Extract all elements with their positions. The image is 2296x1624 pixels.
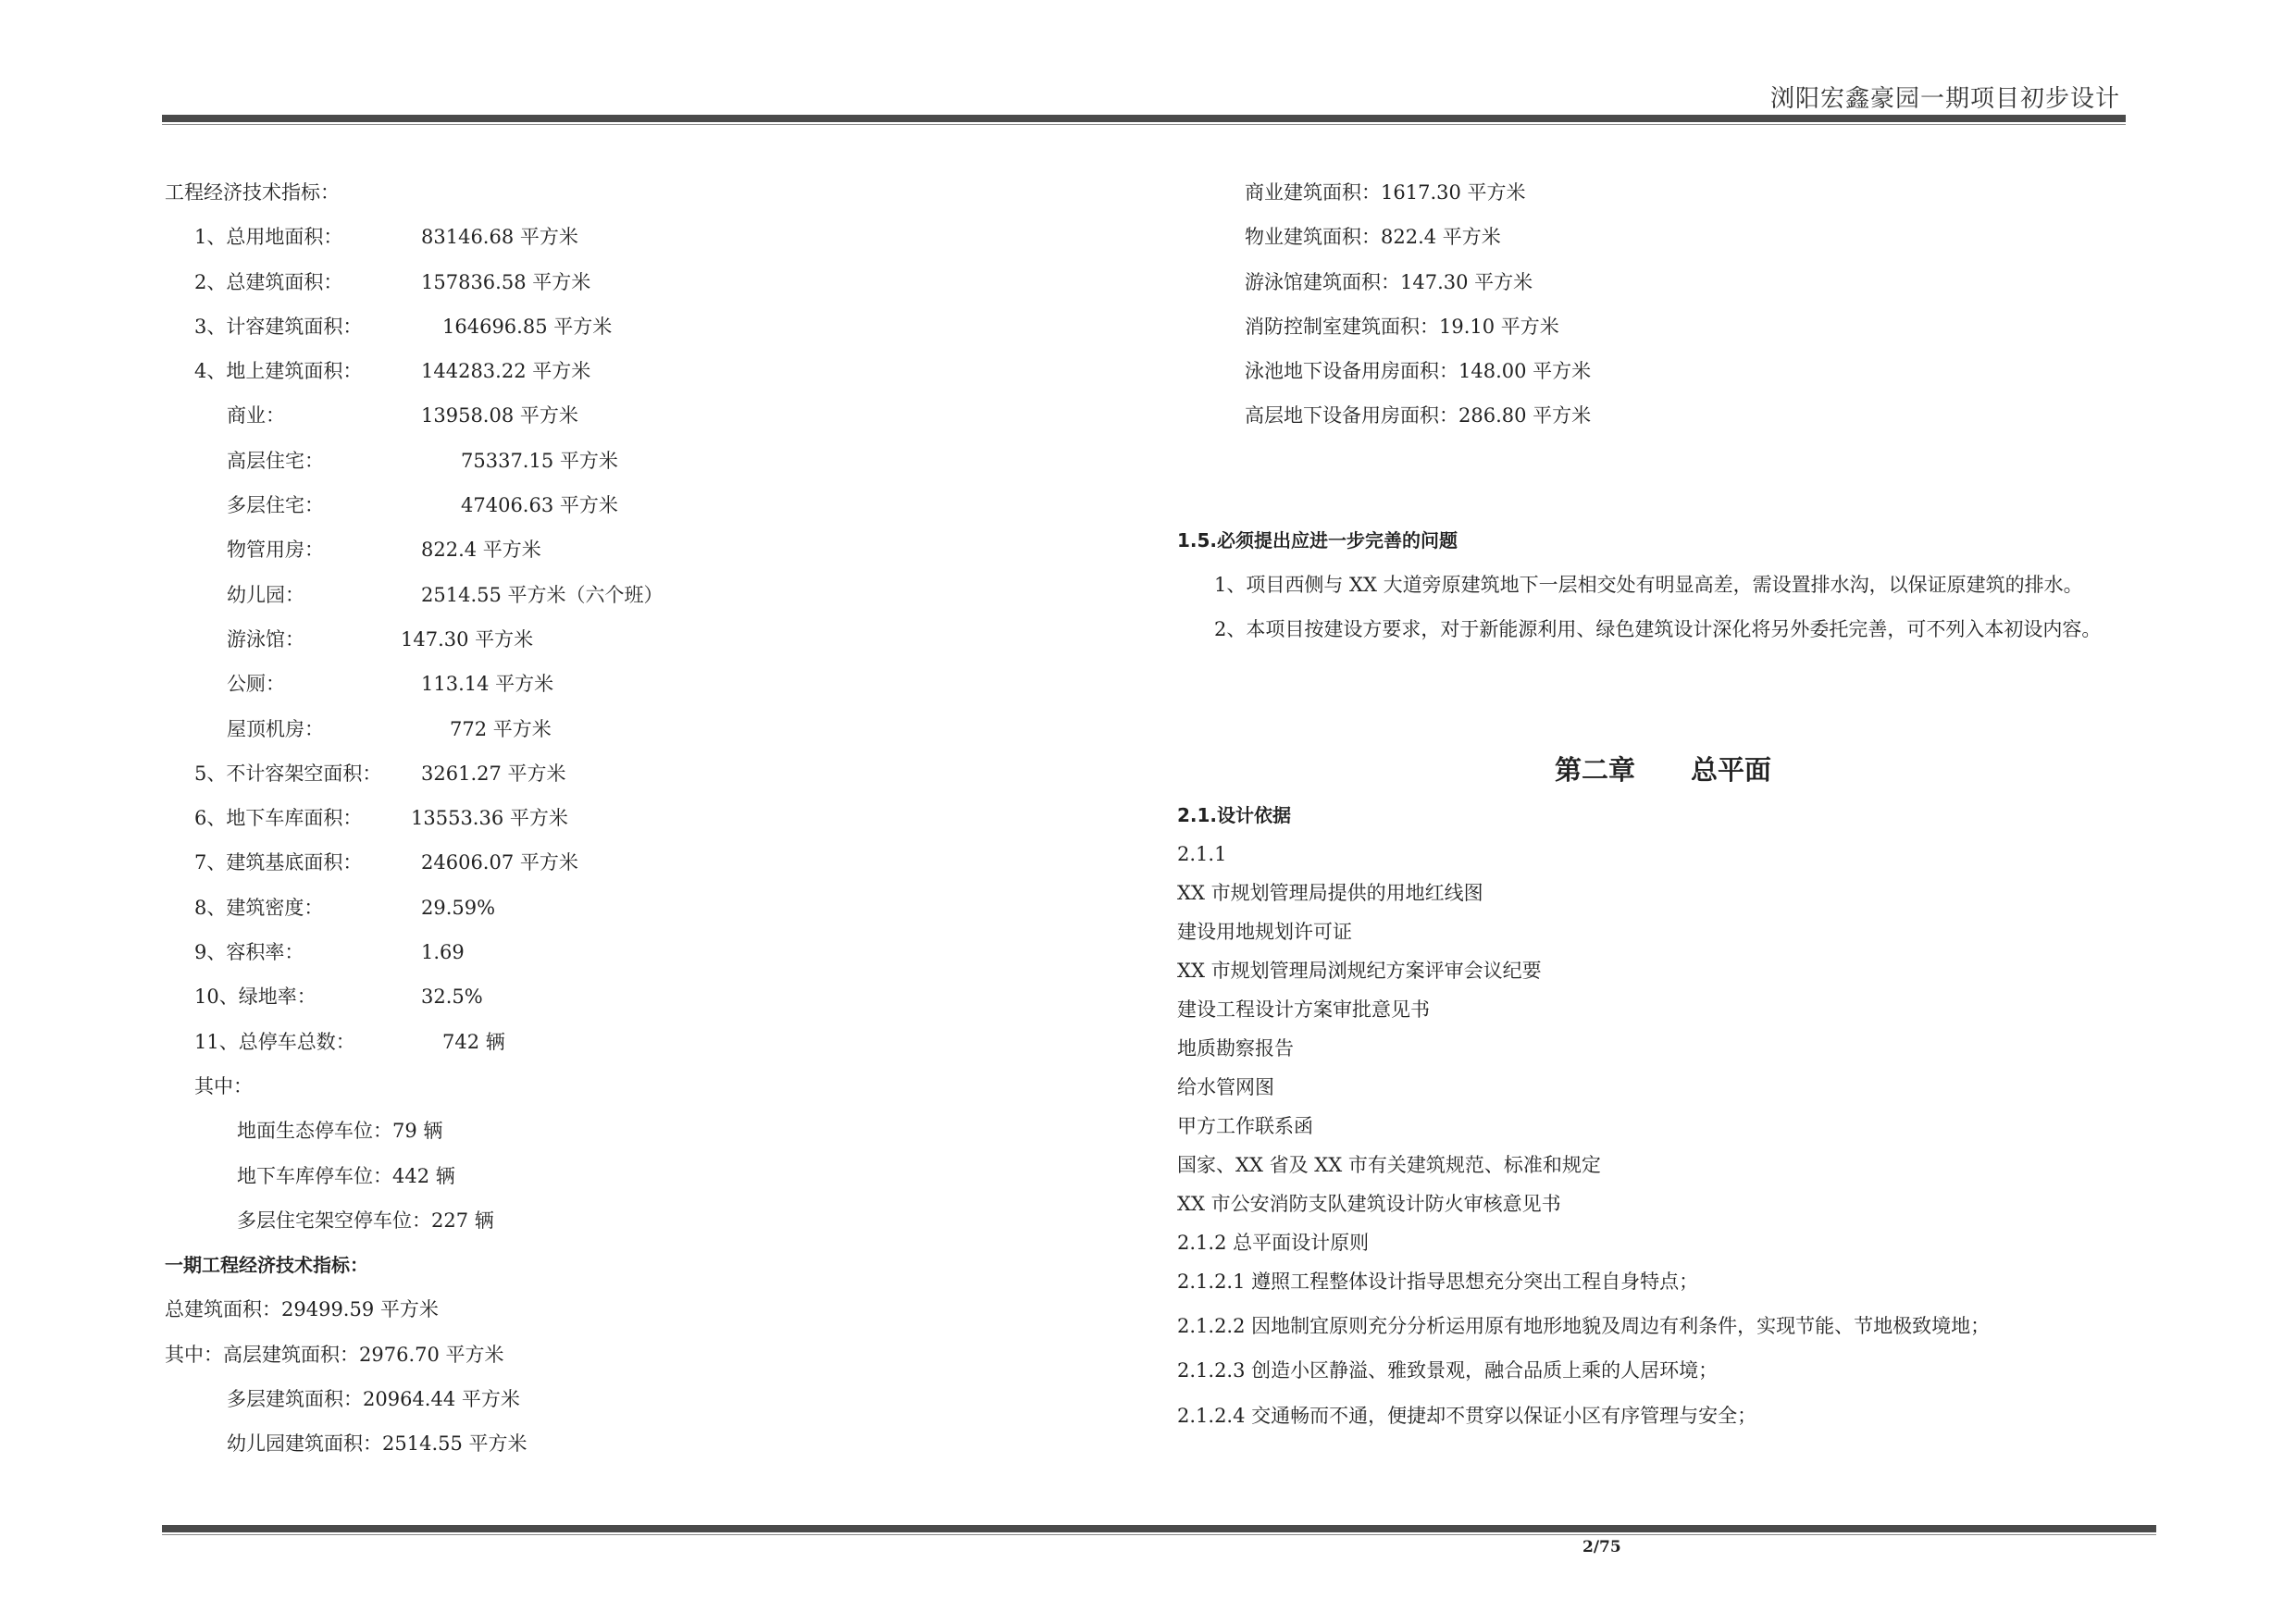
indicator-label: 7、建筑基底面积：	[194, 851, 363, 874]
parking-item: 地面生态停车位：79 辆	[237, 1120, 443, 1143]
indicator-value: 83146.68 平方米	[421, 226, 578, 249]
left-column	[165, 176, 1136, 1472]
basis-item: XX 市公安消防支队建筑设计防火审核意见书	[1177, 1192, 1561, 1215]
chapter-number: 第二章	[1554, 753, 1635, 786]
indicator-row	[165, 667, 1136, 712]
indicator-row	[165, 1025, 1136, 1070]
indicator-label: 1、总用地面积：	[194, 226, 343, 249]
indicator-value: 822.4 平方米	[421, 539, 541, 562]
indicator-value: 1.69	[421, 941, 465, 964]
basis-item: XX 市规划管理局提供的用地红线图	[1177, 881, 1483, 904]
indicator-value: 13958.08 平方米	[421, 404, 578, 428]
phase-one-total: 总建筑面积：29499.59 平方米	[165, 1298, 439, 1321]
issue-item: 2、本项目按建设方要求，对于新能源利用、绿色建筑设计深化将另外委托完善，可不列入本初设内容。	[1214, 618, 2102, 641]
indicators-heading: 工程经济技术指标：	[165, 181, 340, 204]
indicator-row	[165, 578, 1136, 623]
parking-item: 地下车库停车位：442 辆	[237, 1164, 455, 1187]
issue-item: 1、项目西侧与 XX 大道旁原建筑地下一层相交处有明显高差，需设置排水沟，以保证原建筑的排水。	[1214, 574, 2083, 597]
indicator-value: 157836.58 平方米	[421, 270, 591, 293]
indicator-row	[165, 846, 1136, 890]
indicator-value: 29.59%	[421, 896, 496, 919]
indicator-row	[165, 489, 1136, 533]
principle-item: 2.1.2.2 因地制宜原则充分分析运用原有地形地貌及周边有利条件，实现节能、节地极致境地；	[1177, 1314, 1991, 1337]
basis-item: 国家、XX 省及 XX 市有关建筑规范、标准和规定	[1177, 1153, 1601, 1176]
phase-one-among: 其中：高层建筑面积：2976.70 平方米	[165, 1343, 504, 1366]
indicator-value: 147.30 平方米	[401, 627, 534, 651]
indicator-label: 3、计容建筑面积：	[194, 315, 363, 338]
indicator-label: 5、不计容架空面积：	[194, 762, 382, 785]
indicator-row	[165, 980, 1136, 1024]
indicator-value: 144283.22 平方米	[421, 360, 591, 383]
indicator-row	[165, 220, 1136, 265]
chapter-heading	[1177, 741, 2149, 799]
indicator-row	[165, 444, 1136, 489]
basis-item: 给水管网图	[1177, 1075, 1274, 1098]
principle-item: 2.1.2.1 遵照工程整体设计指导思想充分突出工程自身特点；	[1177, 1270, 1699, 1293]
indicator-label: 物管用房：	[227, 539, 324, 562]
indicator-value: 75337.15 平方米	[461, 449, 618, 472]
basis-item: 地质勘察报告	[1177, 1036, 1294, 1060]
indicator-row	[165, 266, 1136, 310]
indicator-row	[165, 713, 1136, 757]
building-area-item: 游泳馆建筑面积：147.30 平方米	[1245, 270, 1533, 293]
indicator-value: 3261.27 平方米	[421, 762, 566, 785]
indicator-label: 11、总停车总数：	[194, 1030, 355, 1053]
building-area-item: 消防控制室建筑面积：19.10 平方米	[1245, 315, 1559, 338]
indicator-label: 多层住宅：	[227, 494, 324, 517]
footer-rule-thin	[162, 1534, 2156, 1535]
indicator-value: 2514.55 平方米（六个班）	[421, 583, 664, 606]
indicator-label: 公厕：	[227, 673, 285, 696]
indicator-row	[165, 801, 1136, 846]
indicator-label: 游泳馆：	[227, 627, 304, 651]
indicator-value: 772 平方米	[450, 717, 552, 740]
basis-item: XX 市规划管理局浏规纪方案评审会议纪要	[1177, 959, 1542, 982]
indicator-label: 9、容积率：	[194, 941, 304, 964]
spacer	[1177, 444, 2149, 524]
chapter-title: 总平面	[1691, 753, 1772, 786]
indicator-row	[165, 354, 1136, 399]
indicator-label: 高层住宅：	[227, 449, 324, 472]
indicator-label: 屋顶机房：	[227, 717, 324, 740]
parking-item: 多层住宅架空停车位：227 辆	[237, 1209, 494, 1232]
building-area-item: 高层地下设备用房面积：286.80 平方米	[1245, 404, 1592, 428]
basis-item: 建设用地规划许可证	[1177, 920, 1352, 943]
indicator-label: 6、地下车库面积：	[194, 807, 363, 830]
basis-number: 2.1.1	[1177, 842, 1227, 865]
right-column	[1177, 176, 2149, 1444]
principle-item: 2.1.2.4 交通畅而不通，便捷却不贯穿以保证小区有序管理与安全；	[1177, 1404, 1757, 1427]
section-2-1-heading: 2.1.设计依据	[1177, 803, 1292, 826]
indicator-row	[165, 757, 1136, 801]
section-1-5-heading: 1.5.必须提出应进一步完善的问题	[1177, 528, 1458, 552]
page-number: 2/75	[1582, 1538, 1621, 1556]
indicator-row	[165, 399, 1136, 443]
footer-rule	[162, 1525, 2156, 1532]
document-header-title: 浏阳宏鑫豪园一期项目初步设计	[1769, 85, 2120, 113]
phase-one-item: 多层建筑面积：20964.44 平方米	[227, 1388, 520, 1411]
indicator-value: 742 辆	[442, 1030, 505, 1053]
indicator-value: 13553.36 平方米	[411, 807, 568, 830]
indicator-row	[165, 623, 1136, 667]
header-rule-thin	[162, 124, 2126, 125]
phase-one-item: 幼儿园建筑面积：2514.55 平方米	[227, 1432, 527, 1456]
indicator-value: 113.14 平方米	[421, 673, 554, 696]
indicator-label: 4、地上建筑面积：	[194, 360, 363, 383]
header-rule	[162, 115, 2126, 122]
indicator-row	[165, 310, 1136, 354]
indicator-row	[165, 891, 1136, 936]
principle-item: 2.1.2.3 创造小区静溢、雅致景观，融合品质上乘的人居环境；	[1177, 1359, 1719, 1382]
indicator-label: 8、建筑密度：	[194, 896, 324, 919]
indicator-value: 24606.07 平方米	[421, 851, 578, 874]
principles-heading: 2.1.2 总平面设计原则	[1177, 1231, 1370, 1254]
indicator-label: 幼儿园：	[227, 583, 304, 606]
indicator-label: 2、总建筑面积：	[194, 270, 343, 293]
building-area-item: 物业建筑面积：822.4 平方米	[1245, 226, 1501, 249]
indicator-value: 164696.85 平方米	[442, 315, 613, 338]
spacer	[1177, 658, 2149, 741]
phase-one-heading: 一期工程经济技术指标：	[165, 1254, 368, 1277]
indicator-row	[165, 533, 1136, 577]
building-area-item: 泳池地下设备用房面积：148.00 平方米	[1245, 360, 1592, 383]
indicator-value: 47406.63 平方米	[461, 494, 618, 517]
basis-item: 甲方工作联系函	[1177, 1114, 1313, 1137]
indicator-row	[165, 936, 1136, 980]
indicator-value: 32.5%	[421, 986, 483, 1009]
indicator-label: 商业：	[227, 404, 285, 428]
parking-among-label: 其中：	[194, 1074, 253, 1097]
building-area-item: 商业建筑面积：1617.30 平方米	[1245, 181, 1526, 204]
indicator-label: 10、绿地率：	[194, 986, 316, 1009]
basis-item: 建设工程设计方案审批意见书	[1177, 998, 1430, 1021]
